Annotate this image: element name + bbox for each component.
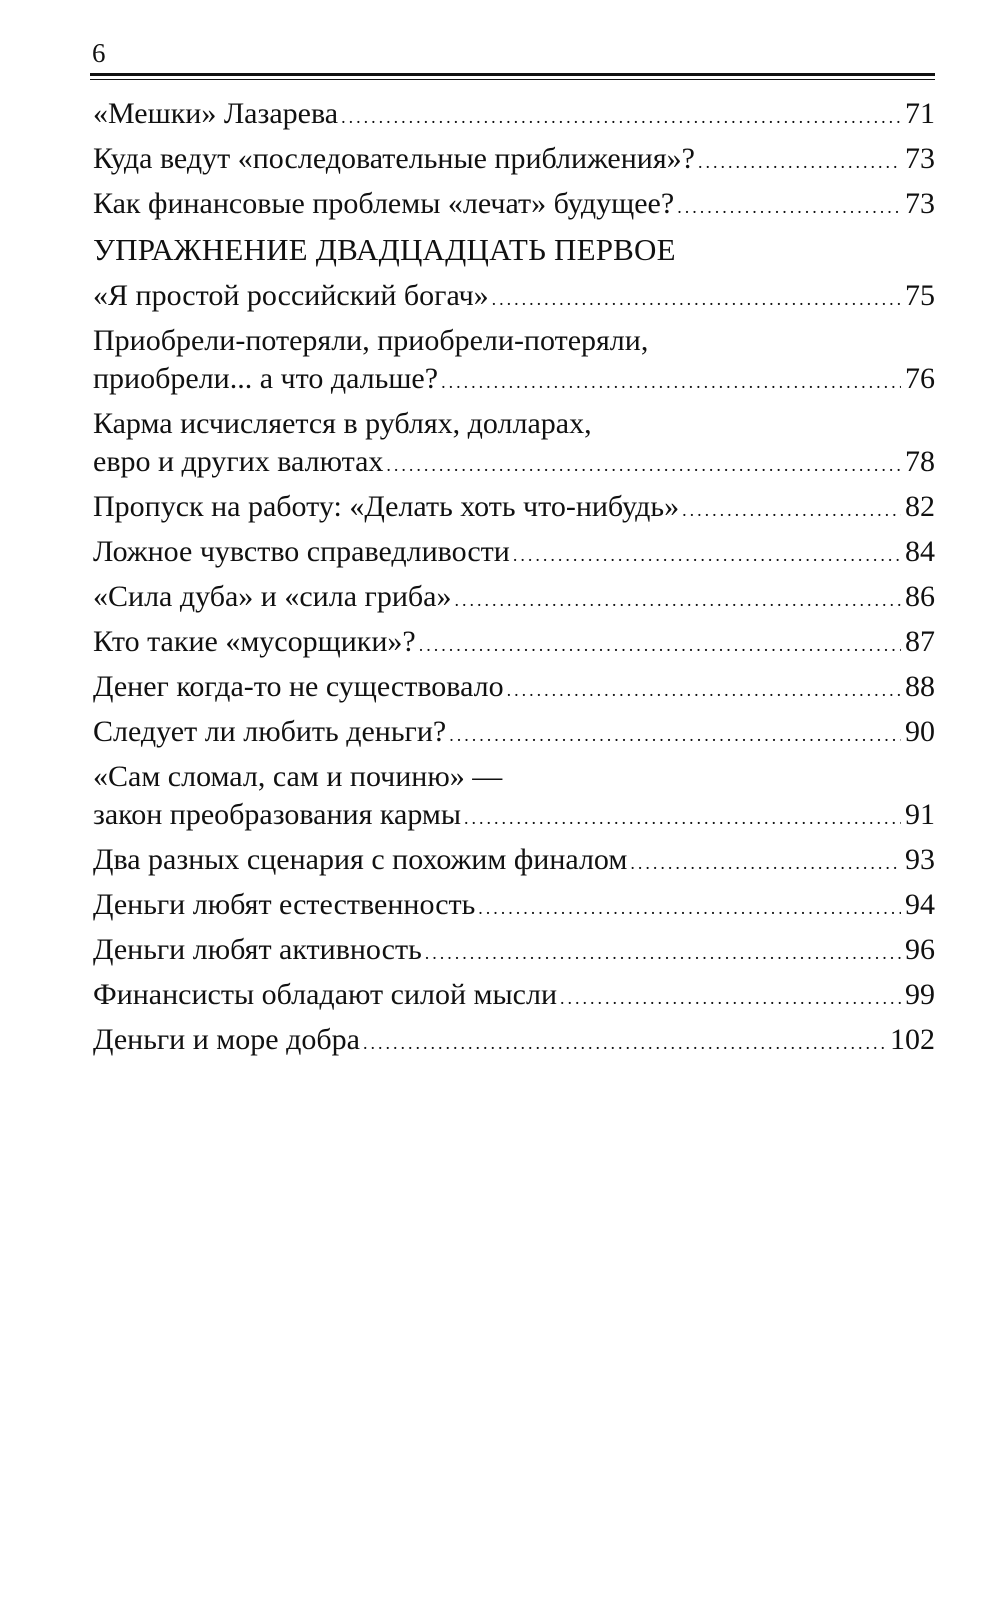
toc-entry-page: 90 — [905, 715, 935, 748]
toc-entry-page: 75 — [905, 279, 935, 312]
toc-entry-page: 73 — [905, 142, 935, 175]
dot-leader — [698, 153, 901, 171]
toc-entry[interactable] — [93, 533, 935, 571]
dot-leader — [677, 198, 901, 216]
toc-entry-page: 86 — [905, 580, 935, 613]
header-rule-thin — [90, 79, 935, 80]
toc-entry-page: 91 — [905, 798, 935, 831]
toc-entry-title: Кто такие «мусорщики»? — [93, 625, 416, 658]
toc-entry-page: 96 — [905, 933, 935, 966]
toc-entry[interactable] — [93, 931, 935, 969]
toc-entry[interactable] — [93, 976, 935, 1014]
toc-entry-title-line1: Приобрели-потеряли, приобрели-потеряли, — [93, 324, 649, 357]
toc-entry-page: 71 — [905, 97, 935, 130]
toc-entry-title: «Я простой российский богач» — [93, 279, 489, 312]
toc-entry[interactable] — [93, 578, 935, 616]
toc-entry-page: 76 — [905, 362, 935, 395]
toc-entry[interactable] — [93, 277, 935, 315]
toc-entry-title: закон преобразования кармы — [93, 798, 462, 831]
dot-leader — [464, 809, 901, 827]
toc-entry-title-line1: «Сам сломал, сам и починю» — — [93, 760, 503, 793]
toc-entry-title: Деньги любят естественность — [93, 888, 476, 921]
toc-entry-title: Финансисты обладают силой мысли — [93, 978, 558, 1011]
toc-entry-page: 94 — [905, 888, 935, 921]
dot-leader — [386, 456, 901, 474]
toc-entry-title: Ложное чувство справедливости — [93, 535, 510, 568]
toc-entry-page: 87 — [905, 625, 935, 658]
toc-entry-title-line1: Карма исчисляется в рублях, долларах, — [93, 407, 592, 440]
toc-section-heading: УПРАЖНЕНИЕ ДВАДЦАДЦАТЬ ПЕРВОЕ — [93, 232, 676, 267]
toc-entry-page: 88 — [905, 670, 935, 703]
toc-entry-title: Денег когда-то не существовало — [93, 670, 504, 703]
toc-entry-title: Пропуск на работу: «Делать хоть что-нибудь» — [93, 490, 680, 523]
toc-entry[interactable] — [93, 1021, 935, 1059]
toc-entry-page: 99 — [905, 978, 935, 1011]
toc-entry[interactable] — [93, 841, 935, 879]
dot-leader — [560, 989, 901, 1007]
toc-entry-title: Следует ли любить деньги? — [93, 715, 447, 748]
toc-entry[interactable] — [93, 140, 935, 178]
toc-entry-title: приобрели... а что дальше? — [93, 362, 439, 395]
toc-entry[interactable] — [93, 405, 935, 481]
toc-entry-title: Два разных сценария с похожим финалом — [93, 843, 628, 876]
toc-entry-page: 78 — [905, 445, 935, 478]
toc-entry[interactable] — [93, 322, 935, 398]
page-number: 6 — [92, 38, 106, 68]
dot-leader — [341, 108, 901, 126]
toc-entry[interactable] — [93, 623, 935, 661]
toc-entry-title: евро и других валютах — [93, 445, 384, 478]
toc-entry-title: Куда ведут «последовательные приближения»? — [93, 142, 695, 175]
dot-leader — [425, 944, 901, 962]
toc-entry-title: Деньги любят активность — [93, 933, 422, 966]
dot-leader — [449, 726, 901, 744]
toc-entry-page: 93 — [905, 843, 935, 876]
toc-entry[interactable] — [93, 886, 935, 924]
toc-entry[interactable] — [93, 95, 935, 133]
header-rule — [90, 73, 935, 76]
toc-entry[interactable] — [93, 758, 935, 834]
dot-leader — [441, 373, 901, 391]
dot-leader — [513, 546, 901, 564]
dot-leader — [507, 681, 901, 699]
table-of-contents — [93, 95, 935, 1066]
dot-leader — [363, 1034, 886, 1052]
toc-entry-title: «Мешки» Лазарева — [93, 97, 339, 130]
toc-entry[interactable] — [93, 488, 935, 526]
toc-entry-page: 102 — [890, 1023, 935, 1056]
dot-leader — [454, 591, 901, 609]
dot-leader — [419, 636, 901, 654]
toc-entry-title: Деньги и море добра — [93, 1023, 360, 1056]
toc-entry-title: «Сила дуба» и «сила гриба» — [93, 580, 452, 613]
dot-leader — [682, 501, 901, 519]
dot-leader — [478, 899, 901, 917]
dot-leader — [492, 290, 901, 308]
toc-entry-page: 82 — [905, 490, 935, 523]
dot-leader — [630, 854, 901, 872]
toc-entry-page: 73 — [905, 187, 935, 220]
toc-entry[interactable] — [93, 185, 935, 223]
toc-entry-page: 84 — [905, 535, 935, 568]
toc-entry-title: Как финансовые проблемы «лечат» будущее? — [93, 187, 675, 220]
toc-entry[interactable] — [93, 668, 935, 706]
toc-entry[interactable] — [93, 713, 935, 751]
